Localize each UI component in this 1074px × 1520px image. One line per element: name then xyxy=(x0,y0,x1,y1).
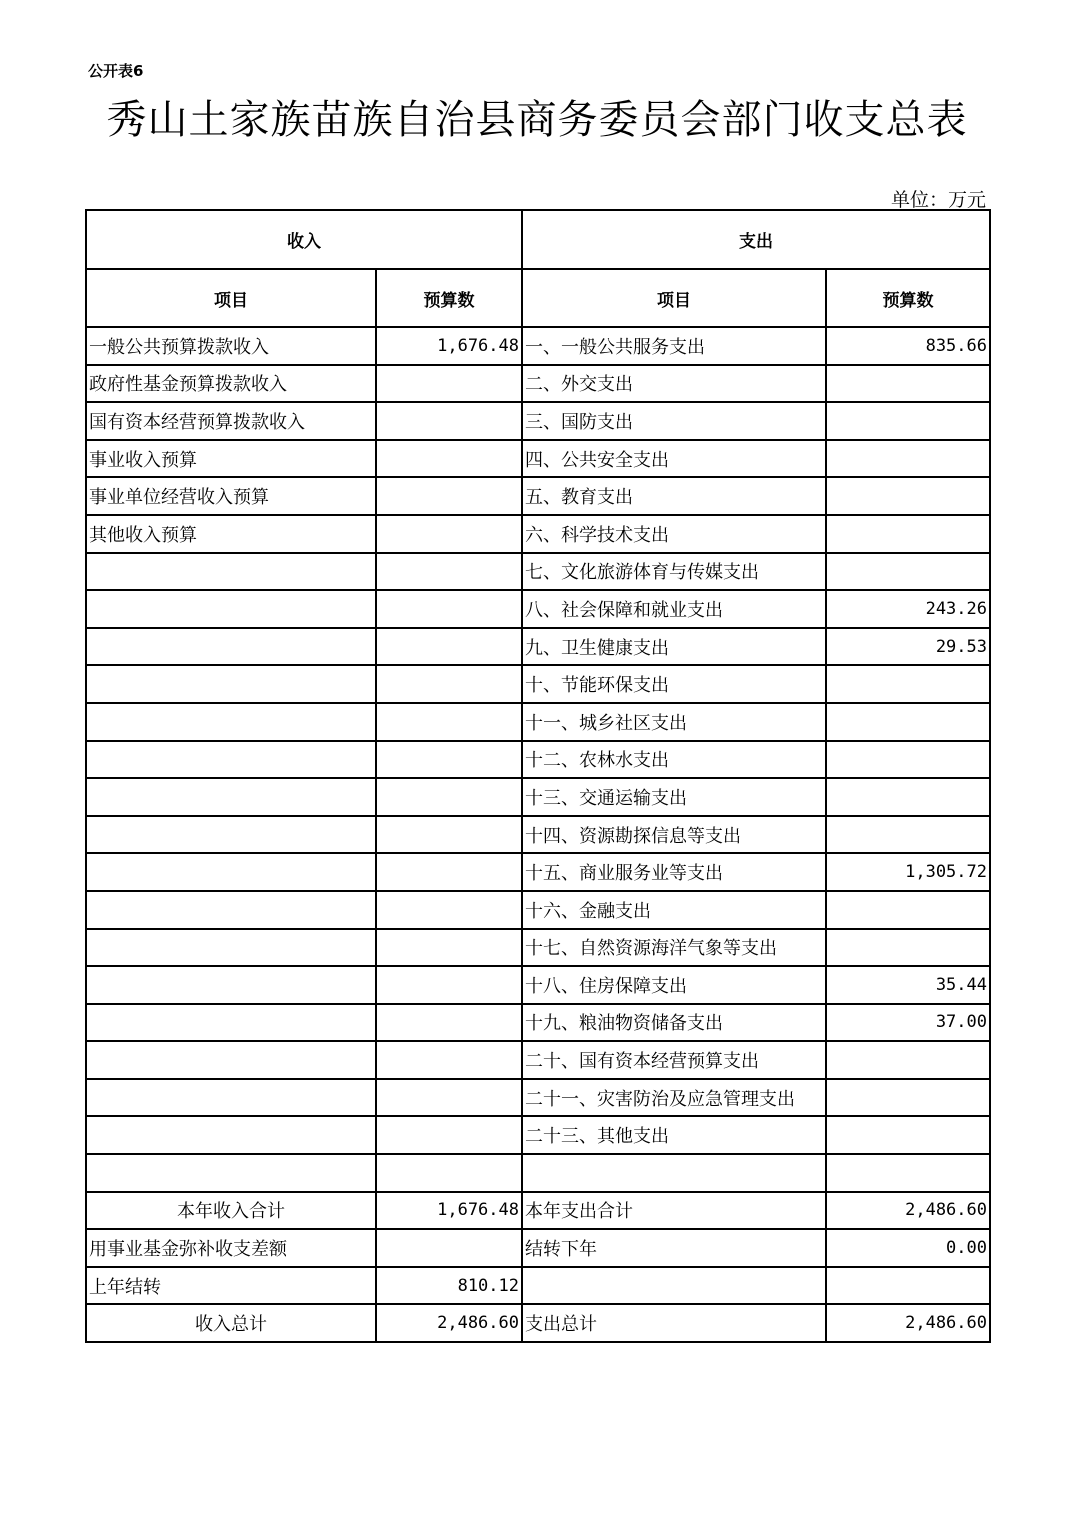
income-item-cell xyxy=(86,553,376,591)
table-row xyxy=(86,1304,990,1342)
income-value-cell xyxy=(376,1079,522,1117)
expense-value-cell xyxy=(826,1116,990,1154)
expense-item-header: 项目 xyxy=(522,269,826,327)
expense-value-cell xyxy=(826,741,990,779)
table-row xyxy=(86,741,990,779)
expense-item-cell: 十六、金融支出 xyxy=(522,891,826,929)
table-row xyxy=(86,1154,990,1192)
table-row xyxy=(86,1229,990,1267)
expense-value-cell: 35.44 xyxy=(826,966,990,1004)
expense-value-cell xyxy=(826,665,990,703)
income-item-cell: 政府性基金预算拨款收入 xyxy=(86,365,376,403)
expense-item-cell: 支出总计 xyxy=(522,1304,826,1342)
income-value-cell xyxy=(376,741,522,779)
income-value-cell xyxy=(376,440,522,478)
table-body xyxy=(86,327,990,1342)
table-row xyxy=(86,628,990,666)
table-row xyxy=(86,1079,990,1117)
expense-item-cell: 结转下年 xyxy=(522,1229,826,1267)
table-row xyxy=(86,966,990,1004)
expense-header: 支出 xyxy=(522,210,990,269)
income-value-cell xyxy=(376,402,522,440)
income-value-cell xyxy=(376,515,522,553)
income-value-cell xyxy=(376,553,522,591)
expense-item-cell: 十、节能环保支出 xyxy=(522,665,826,703)
expense-budget-header: 预算数 xyxy=(826,269,990,327)
expense-value-cell xyxy=(826,1041,990,1079)
income-item-header: 项目 xyxy=(86,269,376,327)
income-item-cell xyxy=(86,891,376,929)
table-row xyxy=(86,477,990,515)
income-value-cell xyxy=(376,477,522,515)
expense-item-cell: 十二、农林水支出 xyxy=(522,741,826,779)
expense-item-cell xyxy=(522,1154,826,1192)
income-item-cell: 其他收入预算 xyxy=(86,515,376,553)
unit-label: 单位：万元 xyxy=(890,189,986,211)
expense-value-cell xyxy=(826,440,990,478)
expense-item-cell: 十八、住房保障支出 xyxy=(522,966,826,1004)
income-item-cell xyxy=(86,1079,376,1117)
income-item-cell: 一般公共预算拨款收入 xyxy=(86,327,376,365)
income-value-cell: 1,676.48 xyxy=(376,1192,522,1230)
table-row xyxy=(86,665,990,703)
expense-value-cell xyxy=(826,929,990,967)
income-item-cell xyxy=(86,1154,376,1192)
table-row xyxy=(86,1192,990,1230)
income-value-cell xyxy=(376,665,522,703)
income-value-cell xyxy=(376,891,522,929)
expense-item-cell: 十一、城乡社区支出 xyxy=(522,703,826,741)
budget-summary-table xyxy=(85,209,991,1343)
table-row xyxy=(86,515,990,553)
income-value-cell xyxy=(376,853,522,891)
expense-value-cell xyxy=(826,1267,990,1305)
expense-value-cell xyxy=(826,816,990,854)
income-value-cell xyxy=(376,1229,522,1267)
expense-value-cell xyxy=(826,703,990,741)
expense-value-cell: 2,486.60 xyxy=(826,1192,990,1230)
table-row xyxy=(86,853,990,891)
expense-value-cell xyxy=(826,553,990,591)
expense-value-cell xyxy=(826,402,990,440)
table-row xyxy=(86,703,990,741)
income-header: 收入 xyxy=(86,210,522,269)
expense-item-cell: 九、卫生健康支出 xyxy=(522,628,826,666)
income-value-cell xyxy=(376,1004,522,1042)
expense-item-cell: 一、一般公共服务支出 xyxy=(522,327,826,365)
income-item-cell xyxy=(86,741,376,779)
income-item-cell xyxy=(86,929,376,967)
income-value-cell xyxy=(376,816,522,854)
income-item-cell: 国有资本经营预算拨款收入 xyxy=(86,402,376,440)
income-item-cell: 事业单位经营收入预算 xyxy=(86,477,376,515)
table-row xyxy=(86,1004,990,1042)
income-value-cell xyxy=(376,365,522,403)
expense-item-cell: 五、教育支出 xyxy=(522,477,826,515)
expense-value-cell xyxy=(826,365,990,403)
income-item-cell xyxy=(86,628,376,666)
expense-value-cell xyxy=(826,477,990,515)
income-value-cell xyxy=(376,628,522,666)
income-item-cell xyxy=(86,665,376,703)
expense-value-cell: 37.00 xyxy=(826,1004,990,1042)
table-row xyxy=(86,553,990,591)
page-title: 秀山土家族苗族自治县商务委员会部门收支总表 xyxy=(106,97,968,143)
expense-value-cell xyxy=(826,1154,990,1192)
table-row xyxy=(86,1267,990,1305)
income-item-cell xyxy=(86,1004,376,1042)
income-value-cell: 2,486.60 xyxy=(376,1304,522,1342)
income-value-cell xyxy=(376,1041,522,1079)
table-row xyxy=(86,440,990,478)
income-item-cell: 上年结转 xyxy=(86,1267,376,1305)
expense-item-cell: 本年支出合计 xyxy=(522,1192,826,1230)
table-row xyxy=(86,590,990,628)
income-budget-header: 预算数 xyxy=(376,269,522,327)
income-value-cell xyxy=(376,1154,522,1192)
expense-item-cell: 三、国防支出 xyxy=(522,402,826,440)
table-row xyxy=(86,1041,990,1079)
income-item-cell: 收入总计 xyxy=(86,1304,376,1342)
income-value-cell xyxy=(376,703,522,741)
income-item-cell xyxy=(86,590,376,628)
table-row xyxy=(86,1116,990,1154)
expense-item-cell xyxy=(522,1267,826,1305)
expense-value-cell xyxy=(826,1079,990,1117)
form-number: 公开表6 xyxy=(88,62,144,80)
income-item-cell xyxy=(86,966,376,1004)
expense-value-cell xyxy=(826,515,990,553)
expense-value-cell: 243.26 xyxy=(826,590,990,628)
expense-item-cell: 二、外交支出 xyxy=(522,365,826,403)
expense-item-cell: 十九、粮油物资储备支出 xyxy=(522,1004,826,1042)
expense-item-cell: 十七、自然资源海洋气象等支出 xyxy=(522,929,826,967)
income-item-cell xyxy=(86,1041,376,1079)
income-item-cell xyxy=(86,778,376,816)
table-row xyxy=(86,929,990,967)
expense-value-cell: 835.66 xyxy=(826,327,990,365)
income-value-cell xyxy=(376,929,522,967)
expense-item-cell: 二十三、其他支出 xyxy=(522,1116,826,1154)
income-item-cell xyxy=(86,1116,376,1154)
expense-item-cell: 十三、交通运输支出 xyxy=(522,778,826,816)
income-item-cell: 本年收入合计 xyxy=(86,1192,376,1230)
expense-value-cell xyxy=(826,778,990,816)
expense-item-cell: 二十、国有资本经营预算支出 xyxy=(522,1041,826,1079)
table-row xyxy=(86,778,990,816)
expense-item-cell: 六、科学技术支出 xyxy=(522,515,826,553)
expense-item-cell: 二十一、灾害防治及应急管理支出 xyxy=(522,1079,826,1117)
income-item-cell xyxy=(86,853,376,891)
expense-item-cell: 七、文化旅游体育与传媒支出 xyxy=(522,553,826,591)
income-value-cell xyxy=(376,966,522,1004)
table-row xyxy=(86,816,990,854)
expense-value-cell xyxy=(826,891,990,929)
income-item-cell xyxy=(86,703,376,741)
income-value-cell: 1,676.48 xyxy=(376,327,522,365)
expense-value-cell: 29.53 xyxy=(826,628,990,666)
expense-value-cell: 0.00 xyxy=(826,1229,990,1267)
income-value-cell xyxy=(376,590,522,628)
income-value-cell xyxy=(376,778,522,816)
income-value-cell xyxy=(376,1116,522,1154)
table-row xyxy=(86,327,990,365)
table-row xyxy=(86,891,990,929)
expense-value-cell: 1,305.72 xyxy=(826,853,990,891)
income-value-cell: 810.12 xyxy=(376,1267,522,1305)
income-item-cell: 用事业基金弥补收支差额 xyxy=(86,1229,376,1267)
expense-value-cell: 2,486.60 xyxy=(826,1304,990,1342)
income-item-cell xyxy=(86,816,376,854)
expense-item-cell: 十五、商业服务业等支出 xyxy=(522,853,826,891)
table-row xyxy=(86,402,990,440)
expense-item-cell: 四、公共安全支出 xyxy=(522,440,826,478)
expense-item-cell: 八、社会保障和就业支出 xyxy=(522,590,826,628)
expense-item-cell: 十四、资源勘探信息等支出 xyxy=(522,816,826,854)
income-item-cell: 事业收入预算 xyxy=(86,440,376,478)
table-row xyxy=(86,365,990,403)
